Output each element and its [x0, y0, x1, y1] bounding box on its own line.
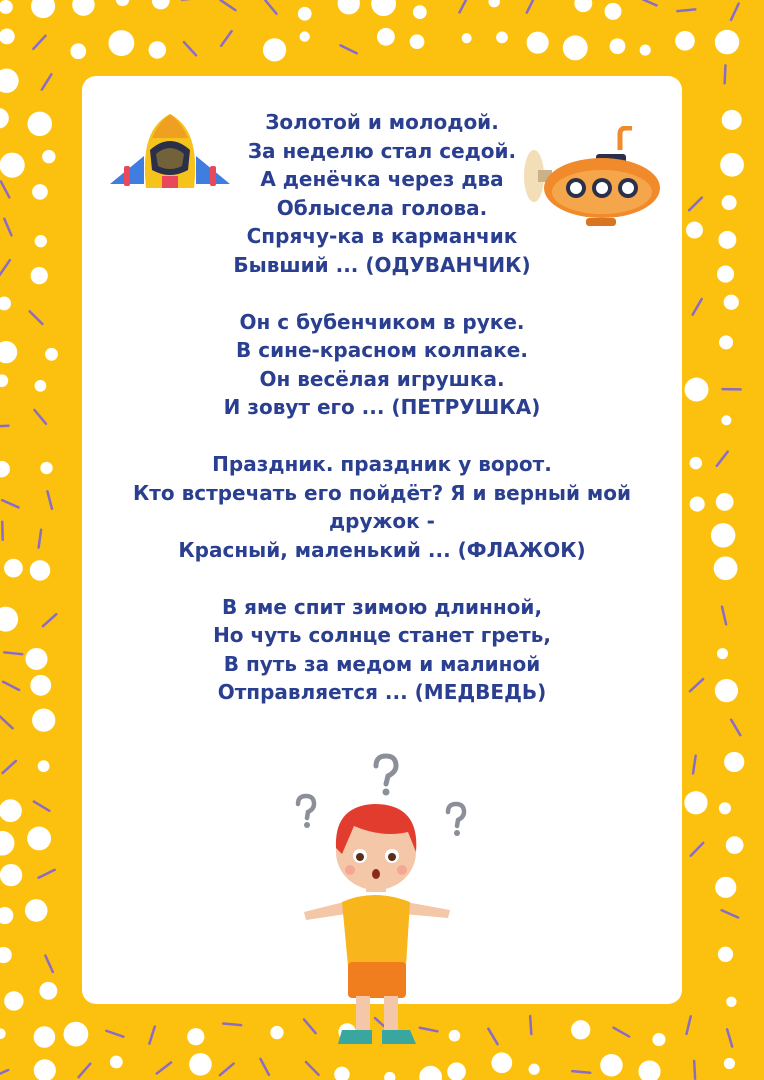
decor-dot: [652, 1033, 665, 1046]
decor-dash: [341, 45, 357, 53]
decor-dot: [711, 523, 735, 547]
decor-dash: [47, 491, 52, 508]
decor-dash: [45, 956, 52, 972]
decor-dot: [720, 153, 744, 177]
decor-dot: [110, 1056, 123, 1069]
decor-dot: [724, 752, 744, 772]
decor-dot: [0, 0, 13, 14]
decor-dot: [640, 45, 651, 56]
decor-dash: [725, 65, 726, 83]
decor-dot: [35, 235, 47, 247]
decor-dot: [491, 1052, 512, 1073]
decor-dash: [221, 31, 231, 46]
decor-dot: [488, 0, 499, 7]
decor-dot: [31, 0, 55, 18]
decor-dash: [0, 1070, 8, 1077]
decor-dot: [0, 374, 8, 387]
decor-dot: [72, 0, 95, 16]
decor-dot: [40, 462, 52, 474]
decor-dash: [640, 0, 656, 5]
riddle-line: Праздник. праздник у ворот.: [212, 452, 552, 476]
decor-dot: [462, 33, 472, 43]
decor-dash: [527, 0, 535, 13]
decor-dot: [726, 997, 736, 1007]
decor-dot: [605, 3, 622, 20]
decor-dash: [690, 679, 703, 691]
decor-dot: [724, 1058, 735, 1069]
decor-dot: [718, 947, 733, 962]
decor-dash: [149, 1026, 154, 1043]
decor-dot: [722, 195, 737, 210]
riddle-line: Он с бубенчиком в руке.: [239, 309, 525, 334]
decor-dot: [685, 378, 709, 402]
decor-dot: [32, 709, 55, 732]
riddle-line: Спрячу-ка в карманчик: [246, 224, 518, 248]
decor-dash: [33, 36, 45, 49]
decor-dash: [265, 0, 276, 14]
decor-dot: [0, 108, 9, 129]
decor-dot: [108, 30, 134, 56]
decor-dot: [0, 297, 11, 311]
decor-dash: [4, 652, 22, 654]
decor-dot: [714, 556, 738, 580]
decor-dash: [677, 9, 695, 11]
decor-dot: [0, 907, 13, 924]
decor-dash: [731, 4, 739, 20]
decor-dot: [0, 799, 22, 822]
decor-dash: [106, 1031, 123, 1037]
decor-dash: [694, 1061, 695, 1079]
decor-dash: [689, 198, 702, 211]
decor-dot: [574, 0, 592, 12]
decor-dot: [34, 1059, 56, 1080]
decor-dot: [27, 112, 52, 137]
decor-dot: [34, 1026, 56, 1048]
question-mark-icon: [376, 756, 396, 796]
decor-dash: [34, 802, 49, 811]
question-mark-icon: [448, 804, 464, 836]
decor-dot: [0, 607, 18, 632]
decor-dash: [459, 0, 467, 12]
decor-dot: [64, 1022, 89, 1047]
decor-dot: [715, 679, 738, 702]
decor-dot: [684, 791, 707, 814]
decor-dash: [3, 761, 16, 773]
rocket-icon: [104, 110, 236, 194]
decor-dot: [0, 341, 17, 363]
riddle-line: Он весёлая игрушка.: [259, 366, 505, 391]
decor-dot: [25, 899, 48, 922]
riddle-line: дружок -: [329, 509, 435, 533]
riddle-line: Облысела голова.: [276, 195, 488, 220]
riddle-line: И зовут его ... (ПЕТРУШКА): [223, 395, 541, 419]
decor-dash: [727, 1029, 732, 1046]
decor-dash: [722, 910, 738, 917]
decor-dot: [377, 28, 395, 46]
decor-dot: [27, 827, 51, 851]
decor-dot: [722, 110, 742, 130]
decor-dash: [0, 260, 10, 275]
decor-dot: [371, 0, 396, 16]
decor-dash: [722, 607, 726, 625]
decor-dot: [30, 675, 51, 696]
decor-dash: [30, 311, 43, 324]
riddle-line: Но чуть солнце станет греть,: [213, 623, 551, 647]
riddle-line: Отправляется ... (МЕДВЕДЬ): [217, 680, 547, 704]
decor-dash: [686, 1016, 690, 1034]
decor-dot: [717, 648, 728, 659]
decor-dot: [42, 150, 55, 163]
decor-dot: [4, 991, 23, 1010]
decor-dot: [187, 1028, 204, 1045]
decor-dot: [32, 184, 48, 200]
decor-dot: [0, 29, 15, 45]
riddle-bear: [82, 593, 682, 707]
decor-dot: [690, 457, 702, 469]
decor-dot: [724, 295, 739, 310]
decor-dot: [45, 348, 58, 361]
decor-dot: [25, 648, 47, 670]
decor-dot: [719, 802, 731, 814]
decor-dot: [38, 760, 50, 772]
decor-dot: [675, 31, 695, 51]
decor-dot: [718, 231, 736, 249]
decor-dot: [334, 1067, 349, 1080]
decor-dot: [149, 41, 167, 59]
riddle-line: Бывший ... (ОДУВАНЧИК): [233, 252, 531, 277]
decor-dot: [338, 0, 360, 14]
decor-dot: [726, 836, 744, 854]
decor-dash: [306, 1062, 319, 1075]
decor-dot: [610, 38, 626, 54]
decor-dash: [731, 720, 740, 735]
decor-dot: [4, 559, 23, 578]
decor-dot: [721, 415, 731, 425]
submarine-icon: [516, 126, 662, 236]
thinking-boy-illustration: [282, 752, 472, 1052]
decor-dot: [35, 380, 47, 392]
riddle-line: Красный, маленький ... (ФЛАЖОК): [178, 537, 586, 562]
decor-dash: [717, 452, 728, 466]
decor-dot: [0, 69, 19, 93]
riddle-line: В яме спит зимою длинной,: [221, 594, 543, 619]
decor-dot: [0, 1028, 6, 1039]
decor-dot: [39, 982, 57, 1000]
decor-dot: [686, 222, 703, 239]
decor-dash: [488, 1029, 497, 1044]
riddle-line: Кто встречать его пойдёт? Я и верный мой: [132, 480, 632, 505]
decor-dot: [384, 1072, 395, 1080]
decor-dash: [260, 1059, 268, 1075]
decor-dash: [0, 426, 9, 427]
decor-dash: [614, 1028, 630, 1037]
decor-dot: [527, 32, 549, 54]
decor-dash: [691, 843, 704, 856]
decor-dot: [152, 0, 170, 9]
decor-dot: [0, 864, 22, 886]
decor-dot: [715, 30, 739, 54]
decor-dash: [43, 614, 56, 626]
question-mark-icon: [298, 796, 314, 828]
decor-dot: [263, 38, 286, 61]
decor-dot: [30, 560, 50, 580]
decor-dot: [496, 32, 508, 44]
decor-dash: [223, 1023, 241, 1025]
decor-dash: [157, 1062, 171, 1073]
decor-dot: [116, 0, 130, 6]
decor-dot: [70, 43, 86, 59]
riddle-line: Золотой и молодой.: [265, 110, 499, 134]
decor-dot: [571, 1020, 590, 1039]
decor-dot: [413, 5, 427, 19]
decor-dot: [715, 877, 736, 898]
riddle-line: За неделю стал седой.: [247, 138, 517, 163]
decor-dash: [39, 870, 55, 878]
decor-dot: [189, 1053, 212, 1076]
decor-dot: [31, 267, 48, 284]
decor-dot: [447, 1062, 466, 1080]
decor-dot: [719, 335, 733, 349]
decor-dash: [4, 219, 11, 236]
decor-dash: [693, 756, 696, 774]
decor-dot: [0, 461, 10, 477]
decor-dot: [410, 34, 425, 49]
decor-dash: [2, 500, 18, 507]
decor-dot: [0, 831, 14, 856]
decor-dash: [184, 42, 196, 55]
decor-dot: [716, 493, 734, 511]
decor-dot: [717, 266, 734, 283]
decor-dot: [0, 153, 25, 178]
decor-dot: [638, 1060, 660, 1080]
decor-dash: [530, 1016, 531, 1034]
decor-dash: [34, 410, 46, 424]
decor-dot: [419, 1066, 442, 1080]
decor-dash: [79, 1064, 91, 1078]
decor-dash: [39, 530, 41, 548]
decor-dot: [529, 1064, 540, 1075]
riddle-line: В сине-красном колпаке.: [236, 338, 528, 362]
riddle-petrushka: [82, 308, 682, 422]
riddle-flag: [82, 450, 682, 564]
decor-dash: [1, 181, 9, 197]
decor-dash: [220, 1064, 234, 1076]
decor-dot: [690, 497, 705, 512]
riddle-line: А денёчка через два: [260, 167, 504, 191]
decor-dash: [0, 716, 13, 728]
decor-dash: [572, 1071, 590, 1073]
decor-dash: [42, 74, 52, 89]
decor-dot: [563, 35, 588, 60]
riddle-line: В путь за медом и малиной: [223, 651, 541, 676]
decor-dash: [693, 299, 702, 315]
decor-dot: [298, 7, 312, 21]
decor-dot: [300, 31, 310, 41]
decor-dot: [600, 1054, 622, 1076]
decor-dash: [3, 682, 19, 690]
decor-dash: [220, 0, 235, 10]
decor-dot: [0, 947, 12, 963]
